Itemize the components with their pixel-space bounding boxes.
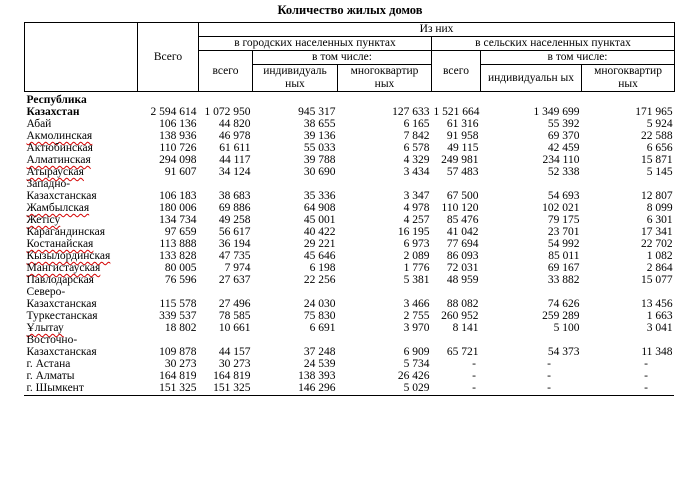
value-cell: 2 755 bbox=[403, 310, 430, 322]
value-cell: - bbox=[644, 370, 648, 382]
value-cell: 61 611 bbox=[219, 142, 251, 154]
value-cell bbox=[253, 178, 338, 190]
value-cell: 17 341 bbox=[640, 226, 673, 238]
value-cell: 69 886 bbox=[218, 202, 251, 214]
value-cell: 97 659 bbox=[164, 226, 197, 238]
value-cell: 49 115 bbox=[447, 142, 479, 154]
value-cell: 78 585 bbox=[218, 310, 251, 322]
value-cell: 249 981 bbox=[441, 154, 479, 166]
urban-total-header: всего bbox=[199, 51, 253, 92]
region-name bbox=[25, 166, 138, 178]
value-cell: 54 693 bbox=[547, 190, 580, 202]
region-name-text: Ұлытау bbox=[26, 322, 64, 334]
value-cell: 38 655 bbox=[303, 118, 336, 130]
value-cell: 42 459 bbox=[547, 142, 580, 154]
region-name bbox=[25, 250, 138, 262]
region-name bbox=[25, 226, 138, 238]
rural-including-header: в том числе: bbox=[481, 51, 675, 65]
table-row bbox=[25, 322, 675, 334]
value-cell: 2 089 bbox=[403, 250, 430, 262]
region-name-text: Жетісу bbox=[26, 214, 61, 226]
value-cell: 61 316 bbox=[446, 118, 479, 130]
value-cell: 8 099 bbox=[646, 202, 673, 214]
value-cell: 35 336 bbox=[303, 190, 336, 202]
region-name bbox=[25, 202, 138, 214]
value-cell: - bbox=[644, 358, 648, 370]
value-cell: 26 426 bbox=[397, 370, 430, 382]
value-cell: 39 136 bbox=[303, 130, 336, 142]
value-cell: 29 221 bbox=[303, 238, 336, 250]
region-name bbox=[25, 130, 138, 142]
table-body bbox=[25, 92, 675, 395]
table-row bbox=[25, 346, 675, 358]
value-cell bbox=[338, 286, 432, 298]
value-cell: 57 483 bbox=[446, 166, 479, 178]
value-cell: 85 011 bbox=[548, 250, 580, 262]
region-name bbox=[25, 178, 138, 190]
region-name bbox=[25, 154, 138, 166]
value-cell: 24 030 bbox=[303, 298, 336, 310]
value-cell bbox=[253, 286, 338, 298]
region-name bbox=[25, 286, 138, 298]
region-name-text: Алматинская bbox=[26, 154, 91, 166]
value-cell: 22 588 bbox=[640, 130, 673, 142]
region-header bbox=[25, 23, 138, 92]
value-cell: - bbox=[472, 358, 476, 370]
region-name-text: Казахстан bbox=[26, 106, 80, 118]
value-cell: 24 539 bbox=[303, 358, 336, 370]
value-cell: 64 908 bbox=[303, 202, 336, 214]
region-name bbox=[25, 92, 138, 107]
region-name-text: Казахстанская bbox=[26, 190, 97, 202]
value-cell: 91 958 bbox=[446, 130, 479, 142]
rural-header: в сельских населенных пунктах bbox=[432, 37, 675, 51]
value-cell: 6 301 bbox=[646, 214, 673, 226]
value-cell: 106 136 bbox=[159, 118, 197, 130]
value-cell: - bbox=[547, 382, 551, 394]
value-cell: 6 973 bbox=[403, 238, 430, 250]
table-row bbox=[25, 106, 675, 118]
value-cell: 54 373 bbox=[547, 346, 580, 358]
table-row bbox=[25, 178, 675, 190]
region-name-text: г. Шымкент bbox=[26, 382, 84, 394]
value-cell: - bbox=[644, 382, 648, 394]
table-row bbox=[25, 142, 675, 154]
region-name-text: Абай bbox=[26, 118, 52, 130]
value-cell: 45 646 bbox=[303, 250, 336, 262]
value-cell: 1 521 664 bbox=[433, 106, 480, 118]
region-name-text: Республика bbox=[26, 94, 87, 106]
of-them-header: Из них bbox=[199, 23, 675, 37]
value-cell: 110 120 bbox=[441, 202, 479, 214]
value-cell: 3 466 bbox=[403, 298, 430, 310]
region-name-text: Жамбылская bbox=[26, 202, 90, 214]
table-row bbox=[25, 118, 675, 130]
value-cell: 56 617 bbox=[218, 226, 251, 238]
value-cell bbox=[199, 286, 253, 298]
value-cell: 6 909 bbox=[403, 346, 430, 358]
value-cell: 44 117 bbox=[219, 154, 251, 166]
region-name bbox=[25, 214, 138, 226]
value-cell bbox=[199, 334, 253, 346]
value-cell: 44 820 bbox=[218, 118, 251, 130]
value-cell: 38 683 bbox=[218, 190, 251, 202]
value-cell: 30 273 bbox=[218, 358, 251, 370]
value-cell: 85 476 bbox=[446, 214, 479, 226]
table-row bbox=[25, 130, 675, 142]
value-cell bbox=[432, 92, 481, 107]
value-cell bbox=[432, 334, 481, 346]
table-row bbox=[25, 262, 675, 274]
value-cell bbox=[253, 92, 338, 107]
value-cell: 127 633 bbox=[392, 106, 430, 118]
region-name-text: Туркестанская bbox=[26, 310, 98, 322]
value-cell: 46 978 bbox=[218, 130, 251, 142]
value-cell: 2 864 bbox=[646, 262, 673, 274]
value-cell bbox=[199, 178, 253, 190]
region-name-text: Костанайская bbox=[26, 238, 94, 250]
region-name-text: Кызылординская bbox=[26, 250, 111, 262]
table-row bbox=[25, 334, 675, 346]
table-row bbox=[25, 250, 675, 262]
value-cell: 5 734 bbox=[403, 358, 430, 370]
region-name-text: г. Астана bbox=[26, 358, 71, 370]
urban-multi-header: многоквартир ных bbox=[338, 65, 432, 92]
value-cell: 65 721 bbox=[446, 346, 479, 358]
value-cell: 6 656 bbox=[646, 142, 673, 154]
value-cell: 1 072 950 bbox=[204, 106, 251, 118]
value-cell: 6 578 bbox=[403, 142, 430, 154]
value-cell: 52 338 bbox=[547, 166, 580, 178]
value-cell: 34 124 bbox=[218, 166, 251, 178]
region-name bbox=[25, 238, 138, 250]
value-cell bbox=[199, 92, 253, 107]
value-cell: - bbox=[472, 370, 476, 382]
value-cell bbox=[481, 178, 582, 190]
value-cell: 1 082 bbox=[646, 250, 673, 262]
value-cell: 48 959 bbox=[446, 274, 479, 286]
table-row bbox=[25, 92, 675, 107]
value-cell: 41 042 bbox=[446, 226, 479, 238]
value-cell: 55 392 bbox=[547, 118, 580, 130]
value-cell: 4 257 bbox=[403, 214, 430, 226]
region-name-text: Акмолинская bbox=[26, 130, 93, 142]
value-cell: 44 157 bbox=[218, 346, 251, 358]
value-cell bbox=[138, 334, 199, 346]
region-name-text: Карагандинская bbox=[26, 226, 106, 238]
value-cell: 36 194 bbox=[218, 238, 251, 250]
value-cell: 5 145 bbox=[646, 166, 673, 178]
value-cell: 30 690 bbox=[303, 166, 336, 178]
region-name bbox=[25, 298, 138, 310]
value-cell: 138 936 bbox=[159, 130, 197, 142]
value-cell: 3 041 bbox=[646, 322, 673, 334]
value-cell: 37 248 bbox=[303, 346, 336, 358]
value-cell: 13 456 bbox=[640, 298, 673, 310]
region-name bbox=[25, 142, 138, 154]
value-cell: 12 807 bbox=[640, 190, 673, 202]
value-cell: 45 001 bbox=[303, 214, 336, 226]
value-cell: 22 702 bbox=[640, 238, 673, 250]
region-name-text: Восточно- bbox=[26, 334, 78, 346]
housing-table bbox=[24, 22, 675, 394]
value-cell bbox=[481, 286, 582, 298]
value-cell: - bbox=[472, 382, 476, 394]
table-row bbox=[25, 370, 675, 382]
region-name bbox=[25, 346, 138, 358]
value-cell: 15 871 bbox=[640, 154, 673, 166]
value-cell: 55 033 bbox=[303, 142, 336, 154]
rural-multi-header: многоквартир ных bbox=[582, 65, 675, 92]
value-cell: 110 726 bbox=[159, 142, 197, 154]
value-cell: 77 694 bbox=[446, 238, 479, 250]
value-cell: 339 537 bbox=[159, 310, 197, 322]
rural-individual-header: индивидуальн ых bbox=[481, 65, 582, 92]
region-name bbox=[25, 262, 138, 274]
value-cell: 69 167 bbox=[547, 262, 580, 274]
value-cell bbox=[432, 178, 481, 190]
value-cell: 260 952 bbox=[441, 310, 479, 322]
value-cell: 102 021 bbox=[542, 202, 580, 214]
rural-total-header: всего bbox=[432, 51, 481, 92]
value-cell: 4 329 bbox=[403, 154, 430, 166]
region-name bbox=[25, 190, 138, 202]
region-name bbox=[25, 118, 138, 130]
region-name-text: Актюбинская bbox=[26, 142, 93, 154]
table-row bbox=[25, 214, 675, 226]
region-name-text: Северо- bbox=[26, 286, 66, 298]
region-name bbox=[25, 370, 138, 382]
region-name bbox=[25, 358, 138, 370]
value-cell: 40 422 bbox=[303, 226, 336, 238]
value-cell: 2 594 614 bbox=[150, 106, 197, 118]
value-cell: 67 500 bbox=[446, 190, 479, 202]
urban-including-header: в том числе: bbox=[253, 51, 432, 65]
value-cell: 22 256 bbox=[303, 274, 336, 286]
region-name-text: Атырауская bbox=[26, 166, 84, 178]
value-cell bbox=[338, 92, 432, 107]
value-cell: 86 093 bbox=[446, 250, 479, 262]
value-cell: 171 965 bbox=[635, 106, 673, 118]
value-cell: - bbox=[547, 370, 551, 382]
value-cell: 6 165 bbox=[403, 118, 430, 130]
table-row bbox=[25, 190, 675, 202]
value-cell: 115 578 bbox=[159, 298, 197, 310]
region-name-text: Казахстанская bbox=[26, 346, 97, 358]
table-row bbox=[25, 274, 675, 286]
value-cell bbox=[582, 286, 675, 298]
value-cell: 113 888 bbox=[159, 238, 197, 250]
region-name-text: г. Алматы bbox=[26, 370, 75, 382]
value-cell: 234 110 bbox=[542, 154, 580, 166]
value-cell: 7 974 bbox=[224, 262, 251, 274]
region-name bbox=[25, 274, 138, 286]
region-name-text: Казахстанская bbox=[26, 298, 97, 310]
value-cell: 4 978 bbox=[403, 202, 430, 214]
value-cell bbox=[582, 178, 675, 190]
table-row bbox=[25, 310, 675, 322]
table-row bbox=[25, 202, 675, 214]
value-cell: 76 596 bbox=[164, 274, 197, 286]
value-cell: 106 183 bbox=[159, 190, 197, 202]
value-cell bbox=[253, 334, 338, 346]
table-row bbox=[25, 298, 675, 310]
value-cell: 1 349 699 bbox=[533, 106, 580, 118]
value-cell bbox=[338, 178, 432, 190]
value-cell: 1 663 bbox=[646, 310, 673, 322]
value-cell: 27 637 bbox=[218, 274, 251, 286]
value-cell: 259 289 bbox=[542, 310, 580, 322]
value-cell: 18 802 bbox=[164, 322, 197, 334]
value-cell: 15 077 bbox=[640, 274, 673, 286]
value-cell: 164 819 bbox=[159, 370, 197, 382]
table-row bbox=[25, 382, 675, 394]
value-cell bbox=[582, 334, 675, 346]
value-cell: 30 273 bbox=[164, 358, 197, 370]
table-row bbox=[25, 358, 675, 370]
table-row bbox=[25, 226, 675, 238]
value-cell bbox=[481, 334, 582, 346]
value-cell: 5 381 bbox=[403, 274, 430, 286]
value-cell: 5 029 bbox=[403, 382, 430, 394]
value-cell: 164 819 bbox=[213, 370, 251, 382]
value-cell bbox=[138, 286, 199, 298]
value-cell: 151 325 bbox=[213, 382, 251, 394]
value-cell: 74 626 bbox=[547, 298, 580, 310]
value-cell: 151 325 bbox=[159, 382, 197, 394]
value-cell: 88 082 bbox=[446, 298, 479, 310]
value-cell: 146 296 bbox=[298, 382, 336, 394]
value-cell: 1 776 bbox=[403, 262, 430, 274]
value-cell bbox=[338, 334, 432, 346]
value-cell: 16 195 bbox=[397, 226, 430, 238]
table-row bbox=[25, 238, 675, 250]
region-name-text: Павлодарская bbox=[26, 274, 94, 286]
value-cell: 54 992 bbox=[547, 238, 580, 250]
value-cell: 49 258 bbox=[218, 214, 251, 226]
urban-header: в городских населенных пунктах bbox=[199, 37, 432, 51]
value-cell: 6 198 bbox=[309, 262, 336, 274]
value-cell: 7 842 bbox=[403, 130, 430, 142]
value-cell: 91 607 bbox=[164, 166, 197, 178]
value-cell bbox=[481, 92, 582, 107]
value-cell: 8 141 bbox=[452, 322, 479, 334]
value-cell: 33 882 bbox=[547, 274, 580, 286]
value-cell bbox=[138, 178, 199, 190]
value-cell: 945 317 bbox=[298, 106, 336, 118]
value-cell: 79 175 bbox=[547, 214, 580, 226]
urban-individual-header: индивидуаль ных bbox=[253, 65, 338, 92]
region-name bbox=[25, 310, 138, 322]
value-cell bbox=[432, 286, 481, 298]
table-row bbox=[25, 286, 675, 298]
value-cell: 11 348 bbox=[641, 346, 673, 358]
value-cell: 80 005 bbox=[164, 262, 197, 274]
region-name bbox=[25, 334, 138, 346]
value-cell bbox=[138, 92, 199, 107]
region-name-text: Западно- bbox=[26, 178, 71, 190]
value-cell: 134 734 bbox=[159, 214, 197, 226]
table-row bbox=[25, 154, 675, 166]
region-name bbox=[25, 382, 138, 394]
total-header: Всего bbox=[138, 23, 199, 92]
value-cell: 69 370 bbox=[547, 130, 580, 142]
region-name bbox=[25, 322, 138, 334]
bottom-rule bbox=[24, 395, 674, 396]
value-cell: 6 691 bbox=[309, 322, 336, 334]
value-cell: 5 924 bbox=[646, 118, 673, 130]
value-cell: 10 661 bbox=[218, 322, 251, 334]
value-cell: 27 496 bbox=[218, 298, 251, 310]
value-cell: 180 006 bbox=[159, 202, 197, 214]
value-cell: 23 701 bbox=[547, 226, 580, 238]
value-cell: 72 031 bbox=[446, 262, 479, 274]
region-name-text: Мангистауская bbox=[26, 262, 101, 274]
value-cell: 133 828 bbox=[159, 250, 197, 262]
region-name bbox=[25, 106, 138, 118]
value-cell: - bbox=[547, 358, 551, 370]
table-title: Количество жилых домов bbox=[277, 3, 423, 17]
value-cell: 109 878 bbox=[159, 346, 197, 358]
value-cell: 5 100 bbox=[553, 322, 580, 334]
table-row bbox=[25, 166, 675, 178]
value-cell: 294 098 bbox=[159, 154, 197, 166]
value-cell bbox=[582, 92, 675, 107]
value-cell: 39 788 bbox=[303, 154, 336, 166]
value-cell: 138 393 bbox=[298, 370, 336, 382]
value-cell: 47 735 bbox=[218, 250, 251, 262]
value-cell: 3 347 bbox=[403, 190, 430, 202]
value-cell: 3 970 bbox=[403, 322, 430, 334]
value-cell: 75 830 bbox=[303, 310, 336, 322]
value-cell: 3 434 bbox=[403, 166, 430, 178]
